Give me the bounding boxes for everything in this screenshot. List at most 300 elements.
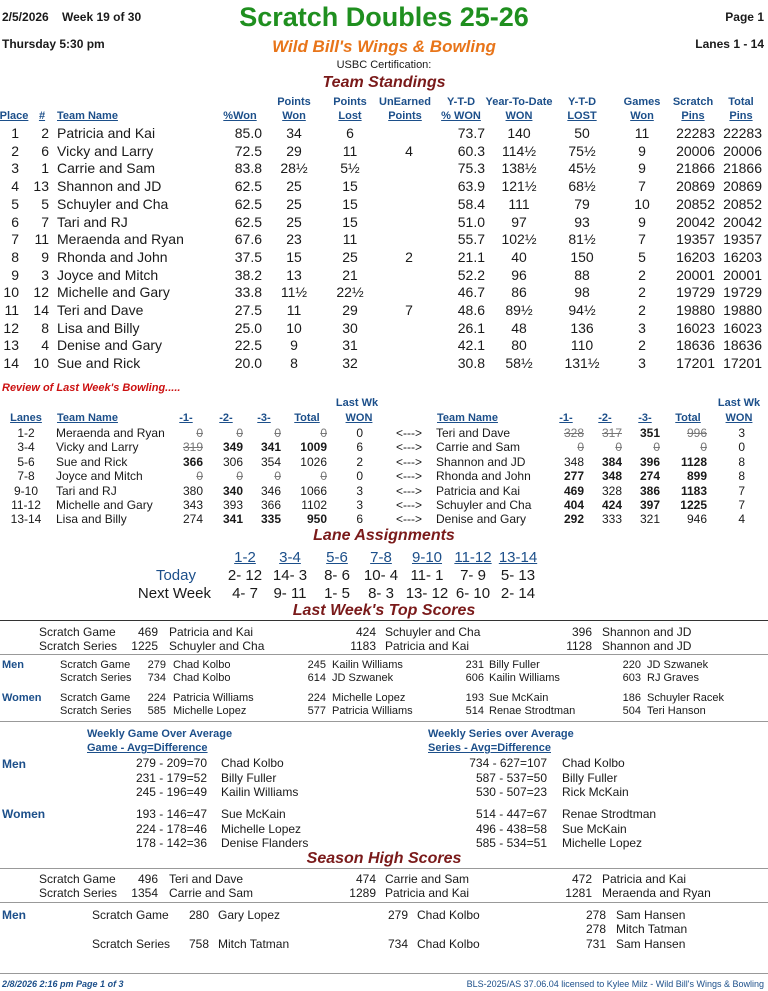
score-value: 469 xyxy=(137,625,158,639)
standings-cell: 9 xyxy=(638,160,646,177)
score-value: Meraenda and Ryan xyxy=(602,886,711,900)
standings-cell: 25 xyxy=(286,178,302,195)
score-value: 603 xyxy=(622,672,641,684)
day-time: Thursday 5:30 pm xyxy=(2,37,105,51)
score-value: Chad Kolbo xyxy=(417,908,480,922)
standings-cell: 140 xyxy=(507,125,531,141)
top-scores-title: Last Week's Top Scores xyxy=(292,602,476,619)
over-avg-calc: 224 - 178=46 xyxy=(135,821,207,836)
standings-header: Scratch xyxy=(672,96,714,108)
review-cell: 1102 xyxy=(301,498,327,512)
standings-cell: 8 xyxy=(41,319,49,336)
standings-cell: Carrie and Sam xyxy=(57,160,156,177)
standings-cell: 75.3 xyxy=(457,160,485,177)
over-avg-name: Billy Fuller xyxy=(562,770,618,785)
standings-cell: Tari and RJ xyxy=(57,213,128,230)
over-avg-name: Sue McKain xyxy=(221,807,286,821)
lane-pair-arrow: <---> xyxy=(395,512,422,527)
score-value: 1354 xyxy=(131,886,158,900)
standings-cell: 19880 xyxy=(723,302,762,318)
standings-cell: 14 xyxy=(3,355,19,372)
review-cell: 292 xyxy=(563,512,584,527)
review-cell: 397 xyxy=(639,498,660,512)
review-cell: 3 xyxy=(356,498,363,512)
women-label: Women xyxy=(2,692,42,704)
score-value: 424 xyxy=(355,625,376,639)
review-cell: 1009 xyxy=(300,440,327,455)
standings-cell: 19880 xyxy=(676,302,715,318)
standings-cell: 114½ xyxy=(502,142,536,159)
over-avg-name: Renae Strodtman xyxy=(562,807,657,821)
review-title: Review of Last Week's Bowling..... xyxy=(2,382,181,394)
review-cell: 0 xyxy=(653,440,660,455)
score-value: 614 xyxy=(307,672,326,684)
score-value: Michelle Lopez xyxy=(173,705,247,717)
score-value: Chad Kolbo xyxy=(417,937,480,951)
review-cell: 950 xyxy=(306,512,327,527)
review-header: -2- xyxy=(219,412,233,424)
review-cell: 0 xyxy=(356,426,363,440)
standings-cell: 55.7 xyxy=(457,231,485,248)
over-avg-name: Sue McKain xyxy=(562,821,627,836)
standings-cell: 85.0 xyxy=(234,125,262,141)
standings-cell: 48 xyxy=(511,319,527,336)
standings-cell: 5 xyxy=(11,195,19,212)
standings-cell: 50 xyxy=(574,125,590,141)
standings-cell: 1 xyxy=(41,160,49,177)
standings-header: Points xyxy=(388,110,422,122)
review-lanes: 7-8 xyxy=(17,469,35,484)
standings-cell: 4 xyxy=(41,337,49,354)
standings-cell: Patricia and Kai xyxy=(57,125,156,141)
review-cell: 0 xyxy=(700,440,707,455)
standings-cell: Shannon and JD xyxy=(57,178,162,195)
over-avg-calc: 178 - 142=36 xyxy=(135,836,207,850)
score-value: RJ Graves xyxy=(647,672,699,684)
men-label: Men xyxy=(2,908,26,922)
review-cell: 6 xyxy=(356,512,363,527)
score-value: 734 xyxy=(147,672,166,684)
standings-cell: 2 xyxy=(638,337,646,354)
standings-cell: 13 xyxy=(3,337,19,354)
lane-pair-header: 7-8 xyxy=(370,549,392,566)
standings-cell: 46.7 xyxy=(457,284,485,301)
score-value: 474 xyxy=(355,872,376,886)
standings-cell: 20001 xyxy=(723,266,762,283)
standings-cell: 21866 xyxy=(676,160,715,177)
review-cell: 7 xyxy=(738,483,745,498)
review-cell: 0 xyxy=(274,426,281,440)
lane-pair-arrow: <---> xyxy=(395,454,422,469)
footer-right: BLS-2025/AS 37.06.04 licensed to Kylee Milz - Wild Bill's Wings & Bowling xyxy=(466,979,764,989)
standings-cell: 18636 xyxy=(723,337,762,354)
standings-cell: 20001 xyxy=(676,266,715,283)
standings-cell: 20006 xyxy=(723,142,762,159)
standings-cell: 4 xyxy=(11,178,19,195)
review-cell: 0 xyxy=(236,469,243,484)
review-cell: 404 xyxy=(563,498,584,512)
standings-cell: 19357 xyxy=(723,231,762,248)
review-cell: 396 xyxy=(639,454,660,469)
score-value: JD Szwanek xyxy=(332,672,394,684)
lane-pair-arrow: <---> xyxy=(395,498,422,512)
section-divider xyxy=(0,654,768,655)
review-cell: 0 xyxy=(738,440,745,455)
game-over-avg-subtitle: Game - Avg=Difference xyxy=(87,742,208,754)
standings-cell: 9 xyxy=(41,248,49,265)
review-cell: 346 xyxy=(260,483,281,498)
standings-cell: 37.5 xyxy=(234,248,262,265)
review-cell: 340 xyxy=(222,483,243,498)
review-header: -2- xyxy=(598,412,612,424)
review-cell: 317 xyxy=(601,426,622,440)
standings-header: WON xyxy=(505,110,533,122)
page-number: Page 1 xyxy=(725,10,764,24)
review-cell: 321 xyxy=(639,512,660,527)
review-header: WON xyxy=(725,412,753,424)
score-value: Michelle Lopez xyxy=(332,692,406,704)
standings-cell: 20042 xyxy=(723,213,762,230)
review-cell: Shannon and JD xyxy=(436,454,526,469)
standings-cell: 21 xyxy=(342,266,358,283)
review-header: -3- xyxy=(257,412,271,424)
today-label: Today xyxy=(155,567,196,584)
standings-cell: 11 xyxy=(286,302,302,318)
next-week-label: Next Week xyxy=(137,585,211,602)
section-divider xyxy=(0,973,768,974)
review-cell: Patricia and Kai xyxy=(436,483,521,498)
game-over-avg-title: Weekly Game Over Average xyxy=(87,728,233,740)
standings-cell: 9 xyxy=(290,337,298,354)
score-value: 496 xyxy=(137,872,158,886)
review-cell: 0 xyxy=(356,469,363,484)
standings-header: Won xyxy=(630,110,654,122)
review-lanes: 5-6 xyxy=(17,454,35,469)
score-value: Shannon and JD xyxy=(602,625,692,639)
standings-cell: 11 xyxy=(342,142,358,159)
review-cell: 1225 xyxy=(680,498,707,512)
score-value: 585 xyxy=(147,705,166,717)
score-value: 758 xyxy=(188,937,209,951)
review-cell: 8 xyxy=(738,469,745,484)
score-value: Sam Hansen xyxy=(616,937,686,951)
standings-cell: 4 xyxy=(405,142,413,159)
score-value: 514 xyxy=(465,705,484,717)
standings-cell: 22.5 xyxy=(234,337,262,354)
review-cell: Rhonda and John xyxy=(436,469,531,484)
review-cell: Tari and RJ xyxy=(56,483,117,498)
score-value: Kailin Williams xyxy=(332,659,403,671)
review-header: WON xyxy=(345,412,373,424)
today-assignment: 5- 13 xyxy=(500,567,536,584)
review-cell: 349 xyxy=(222,440,243,455)
score-value: 280 xyxy=(188,908,209,922)
lane-pair-header: 5-6 xyxy=(326,549,348,566)
standings-cell: Meraenda and Ryan xyxy=(57,231,184,248)
standings-header: UnEarned xyxy=(379,96,431,108)
review-cell: Meraenda and Ryan xyxy=(56,426,165,440)
standings-cell: 62.5 xyxy=(234,195,262,212)
standings-header: Total xyxy=(728,96,754,108)
over-avg-name: Kailin Williams xyxy=(221,785,299,799)
next-week-assignment: 8- 3 xyxy=(368,585,394,602)
standings-cell: 6 xyxy=(346,125,354,141)
lane-pair-header: 9-10 xyxy=(411,549,443,566)
standings-cell: 11 xyxy=(4,302,19,318)
standings-cell: 7 xyxy=(405,302,413,318)
standings-header: % WON xyxy=(441,110,481,122)
review-header: Team Name xyxy=(57,412,118,424)
review-cell: 348 xyxy=(601,469,622,484)
lane-assignments-title: Lane Assignments xyxy=(313,527,455,544)
over-avg-calc: 231 - 179=52 xyxy=(135,770,207,785)
review-cell: 341 xyxy=(260,440,281,455)
standings-cell: 83.8 xyxy=(234,160,262,177)
standings-cell: 19729 xyxy=(723,284,762,301)
standings-cell: 138½ xyxy=(501,160,537,177)
standings-cell: 10 xyxy=(286,319,302,336)
standings-cell: 58.4 xyxy=(457,195,485,212)
score-label: Scratch Game xyxy=(60,692,131,704)
standings-header: Place xyxy=(0,110,29,122)
standings-cell: 22283 xyxy=(723,125,762,141)
standings-cell: 26.1 xyxy=(457,319,485,336)
review-cell: 351 xyxy=(639,426,660,440)
score-label: Scratch Series xyxy=(92,937,171,951)
review-cell: 328 xyxy=(563,426,584,440)
over-avg-calc: 496 - 438=58 xyxy=(475,821,547,836)
standings-cell: 33.8 xyxy=(234,284,262,301)
score-value: 472 xyxy=(571,872,592,886)
review-cell: 4 xyxy=(738,512,745,527)
next-week-assignment: 2- 14 xyxy=(500,585,536,602)
standings-header: Year-To-Date xyxy=(485,96,553,108)
score-value: 1281 xyxy=(565,886,592,900)
standings-cell: 60.3 xyxy=(457,142,485,159)
score-value: Carrie and Sam xyxy=(169,886,254,900)
score-value: 278 xyxy=(585,922,606,936)
standings-cell: 12 xyxy=(3,319,19,336)
review-cell: 343 xyxy=(182,498,203,512)
review-cell: 899 xyxy=(686,469,707,484)
standings-cell: Rhonda and John xyxy=(57,248,168,265)
score-value: Patricia Williams xyxy=(173,692,254,704)
today-assignment: 8- 6 xyxy=(324,567,350,584)
next-week-assignment: 1- 5 xyxy=(324,585,350,602)
standings-cell: 20852 xyxy=(723,195,762,212)
standings-cell: Joyce and Mitch xyxy=(57,266,159,283)
standings-cell: 28½ xyxy=(280,160,308,177)
score-value: 279 xyxy=(147,659,166,671)
standings-cell: 15 xyxy=(286,248,302,265)
review-cell: 348 xyxy=(563,454,584,469)
standings-cell: 11 xyxy=(634,125,650,141)
standings-cell: 10 xyxy=(634,195,650,212)
standings-cell: 13 xyxy=(286,266,302,283)
standings-cell: 89½ xyxy=(505,302,533,318)
standings-cell: 58½ xyxy=(505,355,533,372)
standings-header: # xyxy=(38,110,46,122)
over-avg-name: Billy Fuller xyxy=(221,770,277,785)
score-value: 731 xyxy=(585,937,606,951)
review-header: -1- xyxy=(179,412,193,424)
review-lanes: 3-4 xyxy=(17,440,35,455)
review-cell: 0 xyxy=(196,469,203,484)
series-over-avg-title: Weekly Series over Average xyxy=(428,728,574,740)
score-value: Billy Fuller xyxy=(489,659,540,671)
standings-cell: 94½ xyxy=(568,302,596,318)
today-assignment: 11- 1 xyxy=(410,567,444,584)
standings-cell: Teri and Dave xyxy=(57,302,144,318)
over-avg-name: Chad Kolbo xyxy=(221,756,284,770)
standings-cell: 63.9 xyxy=(457,178,485,195)
standings-cell: 12 xyxy=(33,284,49,301)
standings-cell: 31 xyxy=(342,337,358,354)
over-avg-calc: 734 - 627=107 xyxy=(469,756,547,770)
score-value: Mitch Tatman xyxy=(616,922,688,936)
review-cell: 0 xyxy=(274,469,281,484)
score-value: 1183 xyxy=(350,639,376,653)
standings-cell: 8 xyxy=(290,355,298,372)
men-label: Men xyxy=(2,659,24,671)
standings-cell: 42.1 xyxy=(457,337,485,354)
over-avg-calc: 245 - 196=49 xyxy=(135,785,207,799)
lane-pair-header: 13-14 xyxy=(498,549,538,566)
review-header: Team Name xyxy=(437,412,498,424)
score-value: 193 xyxy=(465,692,484,704)
standings-cell: 16023 xyxy=(676,319,715,336)
standings-cell: 2 xyxy=(638,266,646,283)
standings-header: Points xyxy=(277,96,311,108)
standings-cell: 1 xyxy=(11,125,19,141)
review-cell: 1066 xyxy=(300,483,327,498)
review-cell: 328 xyxy=(601,483,622,498)
standings-cell: 20852 xyxy=(676,195,715,212)
standings-cell: 21866 xyxy=(723,160,762,177)
review-cell: 2 xyxy=(356,454,363,469)
score-value: Carrie and Sam xyxy=(385,872,470,886)
review-cell: 341 xyxy=(222,512,243,527)
score-value: Shannon and JD xyxy=(602,639,692,653)
standings-cell: 16023 xyxy=(723,319,762,336)
section-divider xyxy=(0,902,768,903)
usbc-certification: USBC Certification: xyxy=(336,59,432,71)
score-label: Scratch Game xyxy=(39,625,116,639)
standings-cell: 29 xyxy=(286,142,302,159)
review-cell: 0 xyxy=(320,426,327,440)
score-value: Sue McKain xyxy=(489,692,549,704)
standings-cell: 30 xyxy=(342,319,358,336)
score-label: Scratch Game xyxy=(39,872,116,886)
review-cell: Schuyler and Cha xyxy=(436,498,532,512)
standings-cell: 14 xyxy=(33,302,49,318)
series-over-avg-subtitle: Series - Avg=Difference xyxy=(428,742,551,754)
score-value: Renae Strodtman xyxy=(489,705,576,717)
standings-cell: Vicky and Larry xyxy=(57,142,154,159)
lane-pair-arrow: <---> xyxy=(395,440,422,455)
standings-header: Pins xyxy=(681,110,705,122)
standings-cell: 111 xyxy=(508,195,530,212)
standings-cell: 73.7 xyxy=(457,125,485,141)
standings-cell: 102½ xyxy=(501,231,537,248)
score-value: Patricia and Kai xyxy=(169,625,254,639)
standings-cell: 136 xyxy=(570,319,594,336)
review-cell: Teri and Dave xyxy=(436,426,511,440)
standings-cell: 62.5 xyxy=(234,213,262,230)
standings-cell: 17201 xyxy=(676,355,715,372)
review-cell: 0 xyxy=(236,426,243,440)
score-value: 734 xyxy=(387,937,408,951)
review-cell: 0 xyxy=(320,469,327,484)
standings-cell: 68½ xyxy=(568,178,596,195)
standings-cell: 5 xyxy=(638,248,646,265)
standings-cell: 3 xyxy=(638,319,646,336)
standings-cell: 97 xyxy=(511,213,527,230)
score-value: Patricia Williams xyxy=(332,705,413,717)
over-avg-name: Chad Kolbo xyxy=(562,756,625,770)
review-cell: 424 xyxy=(601,498,622,512)
standings-cell: 72.5 xyxy=(234,142,262,159)
standings-header: Y-T-D xyxy=(446,96,476,108)
review-cell: Sue and Rick xyxy=(56,454,128,469)
review-cell: 6 xyxy=(356,440,363,455)
score-value: Teri and Dave xyxy=(169,872,244,886)
review-cell: 380 xyxy=(182,483,203,498)
standings-cell: 79 xyxy=(574,195,590,212)
standings-title: Team Standings xyxy=(322,74,446,91)
standings-cell: 19357 xyxy=(676,231,715,248)
score-value: 224 xyxy=(307,692,326,704)
score-value: Patricia and Kai xyxy=(385,639,470,653)
review-lanes: 11-12 xyxy=(11,498,41,512)
review-cell: 469 xyxy=(563,483,584,498)
review-cell: 8 xyxy=(738,454,745,469)
standings-cell: 9 xyxy=(638,142,646,159)
review-header: Total xyxy=(675,412,701,424)
today-assignment: 2- 12 xyxy=(227,567,263,584)
standings-cell: 9 xyxy=(638,213,646,230)
standings-cell: 6 xyxy=(41,142,49,159)
score-value: Patricia and Kai xyxy=(602,872,687,886)
standings-cell: 2 xyxy=(41,125,49,141)
review-cell: 319 xyxy=(182,440,203,455)
score-value: 577 xyxy=(307,705,326,717)
next-week-assignment: 13- 12 xyxy=(405,585,449,602)
over-avg-name: Michelle Lopez xyxy=(221,821,302,836)
standings-header: Pins xyxy=(729,110,753,122)
score-label: Scratch Series xyxy=(39,639,118,653)
standings-cell: 20006 xyxy=(676,142,715,159)
standings-cell: 6 xyxy=(11,213,19,230)
lane-pair-header: 11-12 xyxy=(454,549,492,566)
standings-cell: 62.5 xyxy=(234,178,262,195)
standings-cell: Lisa and Billy xyxy=(57,319,140,336)
score-value: 220 xyxy=(622,659,641,671)
score-value: Patricia and Kai xyxy=(385,886,470,900)
review-header: Last Wk xyxy=(717,397,761,409)
standings-cell: 3 xyxy=(41,266,49,283)
score-value: 504 xyxy=(622,705,641,717)
standings-cell: 10 xyxy=(33,355,49,372)
score-value: JD Szwanek xyxy=(647,659,709,671)
review-cell: 366 xyxy=(182,454,203,469)
review-cell: 393 xyxy=(222,498,243,512)
standings-cell: 5 xyxy=(41,195,49,212)
standings-cell: 7 xyxy=(638,231,646,248)
standings-cell: 22283 xyxy=(676,125,715,141)
standings-cell: 93 xyxy=(574,213,590,230)
lane-pair-arrow: <---> xyxy=(395,426,422,440)
